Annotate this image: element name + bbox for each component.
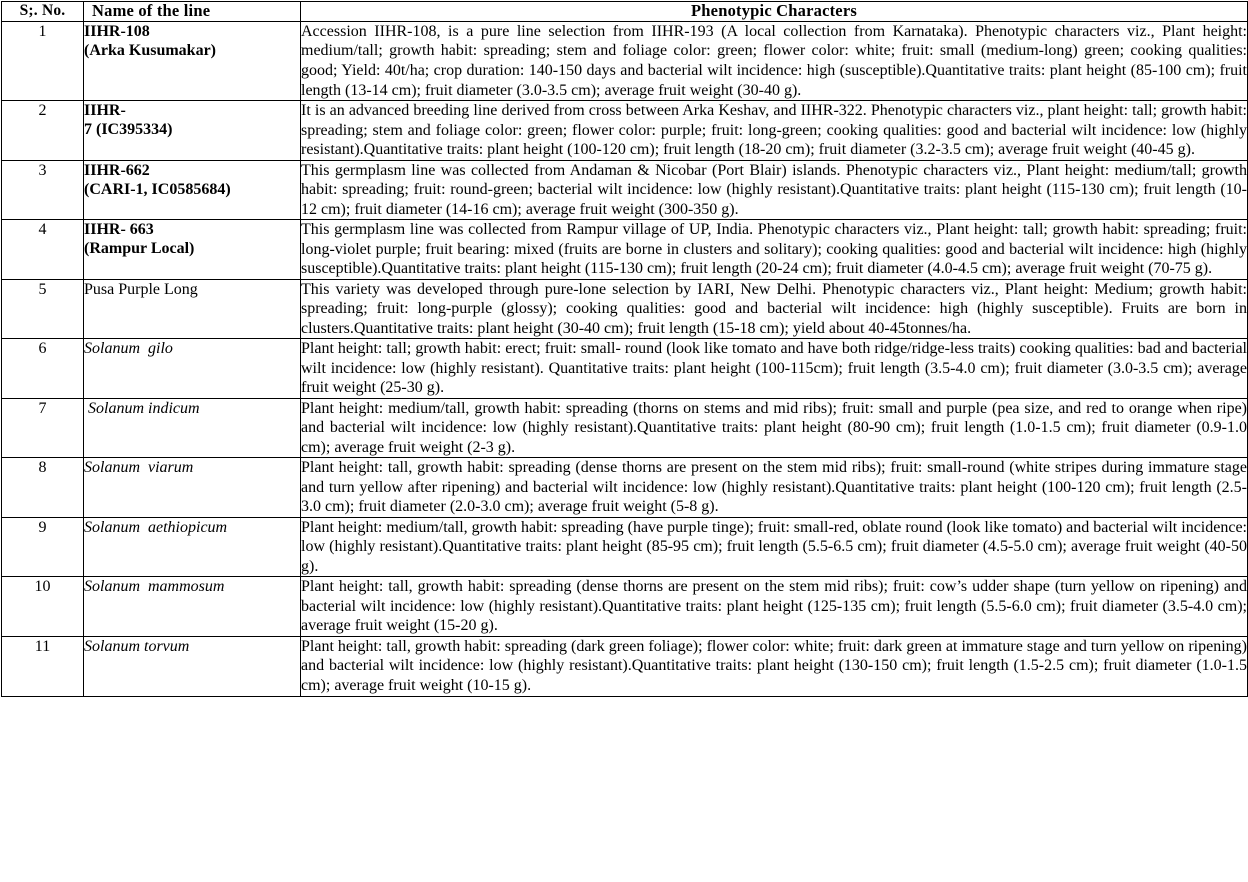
cell-line-name xyxy=(84,458,301,518)
line-name-primary: Solanum viarum xyxy=(84,459,194,477)
header-row xyxy=(2,2,1248,22)
table-header xyxy=(2,2,1248,22)
cell-phenotypic-characters: Plant height: tall, growth habit: spreading (dark green foliage); flower color: white; fruit: dark green at immature stage and turn yellow on ripening) and bacterial wilt incidence: low (highly resistant).Quantitative traits: plant height (130-150 cm); fruit length (1.5-2.5 cm); fruit diameter (1.0-1.5 cm); average fruit weight (10-15 g). xyxy=(301,636,1248,696)
table-row xyxy=(2,220,1248,280)
cell-line-name xyxy=(84,636,301,696)
cell-phenotypic-characters: Plant height: tall; growth habit: erect; fruit: small- round (look like tomato and have both ridge/ridge-less traits) cooking qualities: bad and bacterial wilt incidence: low (highly resistant). Quantitative traits: plant height (100-115cm); fruit length (3.5-4.0 cm); fruit diameter (3.0-3.5 cm); average fruit weight (25-30 g). xyxy=(301,339,1248,399)
line-name-secondary: 7 (IC395334) xyxy=(84,121,173,139)
cell-serial-number: 9 xyxy=(2,517,84,577)
cell-line-name xyxy=(84,398,301,458)
line-name-primary: Pusa Purple Long xyxy=(84,280,198,298)
cell-line-name xyxy=(84,160,301,220)
cell-line-name xyxy=(84,517,301,577)
table-row xyxy=(2,339,1248,399)
cell-phenotypic-characters: Plant height: tall, growth habit: spreading (dense thorns are present on the stem mid ribs); fruit: cow’s udder shape (turn yellow on ripening) and bacterial wilt incidence: low (highly resistant).Quantitative traits: plant height (125-135 cm); fruit length (5.5-6.0 cm); fruit diameter (3.5-4.0 cm); average fruit weight (15-20 g). xyxy=(301,577,1248,637)
table-row xyxy=(2,279,1248,339)
table-row xyxy=(2,101,1248,161)
column-header-name-of-the-line: Name of the line xyxy=(84,2,301,22)
line-name-secondary: (Rampur Local) xyxy=(84,240,195,258)
line-name-primary: IIHR-662 xyxy=(84,161,150,179)
line-name-secondary: (Arka Kusumakar) xyxy=(84,42,217,60)
line-name-secondary: (CARI-1, IC0585684) xyxy=(84,180,231,198)
cell-serial-number: 5 xyxy=(2,279,84,339)
table-row xyxy=(2,160,1248,220)
cell-serial-number: 2 xyxy=(2,101,84,161)
cell-serial-number: 3 xyxy=(2,160,84,220)
cell-line-name xyxy=(84,339,301,399)
line-name-primary: IIHR-108 xyxy=(84,22,150,40)
cell-serial-number: 4 xyxy=(2,220,84,280)
line-name-primary: Solanum gilo xyxy=(84,340,173,358)
cell-phenotypic-characters: This variety was developed through pure-lone selection by IARI, New Delhi. Phenotypic characters viz., Plant height: Medium; growth habit: spreading; fruit: long-purple (glossy); cooking qualities: good and bacterial wilt incidence: high (highly susceptible). Fruits are born in clusters.Quantitative traits: plant height (30-40 cm); fruit length (15-18 cm); yield about 40-45tonnes/ha. xyxy=(301,279,1248,339)
table-row xyxy=(2,398,1248,458)
line-name-primary: Solanum aethiopicum xyxy=(84,518,228,536)
line-name-primary: Solanum torvum xyxy=(84,637,190,655)
line-name-primary: Solanum indicum xyxy=(84,399,200,417)
cell-phenotypic-characters: Accession IIHR-108, is a pure line selection from IIHR-193 (A local collection from Karnataka). Phenotypic characters viz., Plant height: medium/tall; growth habit: spreading; stem and foliage color: green; flower color: white; fruit: small (medium-long) green; cooking qualities: good; Yield: 40t/ha; crop duration: 140-150 days and bacterial wilt incidence: high (susceptible).Quantitative traits: plant height (85-100 cm); fruit length (13-14 cm); fruit diameter (3.0-3.5 cm); average fruit weight (30-40 g). xyxy=(301,21,1248,100)
table-row xyxy=(2,517,1248,577)
cell-serial-number: 11 xyxy=(2,636,84,696)
cell-serial-number: 8 xyxy=(2,458,84,518)
table-row xyxy=(2,577,1248,637)
cell-serial-number: 7 xyxy=(2,398,84,458)
table-row xyxy=(2,21,1248,100)
table-row xyxy=(2,636,1248,696)
cell-line-name xyxy=(84,279,301,339)
line-name-primary: IIHR- xyxy=(84,102,126,120)
line-name-primary: IIHR- 663 xyxy=(84,221,154,239)
table-row xyxy=(2,458,1248,518)
cell-phenotypic-characters: It is an advanced breeding line derived from cross between Arka Keshav, and IIHR-322. Phenotypic characters viz., plant height: tall; growth habit: spreading; stem and foliage color: green; flower color: purple; fruit: long-green; cooking qualities: good and bacterial wilt incidence: low (highly resistant).Quantitative traits: plant height (100-120 cm); fruit length (18-20 cm); fruit diameter (3.2-3.5 cm); average fruit weight (40-45 g). xyxy=(301,101,1248,161)
cell-serial-number: 6 xyxy=(2,339,84,399)
column-header-phenotypic-characters: Phenotypic Characters xyxy=(301,2,1248,22)
line-name-primary: Solanum mammosum xyxy=(84,578,225,596)
phenotypic-characters-table xyxy=(1,1,1248,697)
table-body xyxy=(2,21,1248,696)
cell-line-name xyxy=(84,577,301,637)
cell-phenotypic-characters: This germplasm line was collected from Andaman & Nicobar (Port Blair) islands. Phenotypic characters viz., Plant height: medium/tall; growth habit: spreading; fruit: round-green; bacterial wilt incidence: low (highly resistant).Quantitative traits: plant height (115-130 cm); fruit length (10-12 cm); fruit diameter (14-16 cm); average fruit weight (300-350 g). xyxy=(301,160,1248,220)
cell-phenotypic-characters: Plant height: medium/tall, growth habit: spreading (thorns on stems and mid ribs); fruit: small and purple (pea size, and red to orange when ripe) and bacterial wilt incidence: low (highly resistant).Quantitative traits: plant height (80-90 cm); fruit length (1.0-1.5 cm); fruit diameter (0.9-1.0 cm); average fruit weight (2-3 g). xyxy=(301,398,1248,458)
cell-serial-number: 10 xyxy=(2,577,84,637)
page-root xyxy=(0,1,1248,882)
cell-phenotypic-characters: Plant height: tall, growth habit: spreading (dense thorns are present on the stem mid ribs); fruit: small-round (white stripes during immature stage and turn yellow after ripening) and bacterial wilt incidence: low (highly resistant).Quantitative traits: plant height (100-120 cm); fruit length (2.5-3.0 cm); fruit diameter (2.0-3.0 cm); average fruit weight (5-8 g). xyxy=(301,458,1248,518)
column-header-serial-number: S;. No. xyxy=(2,2,84,22)
cell-serial-number: 1 xyxy=(2,21,84,100)
cell-phenotypic-characters: Plant height: medium/tall, growth habit: spreading (have purple tinge); fruit: small-red, oblate round (look like tomato) and bacterial wilt incidence: low (highly resistant).Quantitative traits: plant height (85-95 cm); fruit length (5.5-6.5 cm); fruit diameter (4.5-5.0 cm); average fruit weight (40-50 g). xyxy=(301,517,1248,577)
cell-line-name xyxy=(84,21,301,100)
cell-phenotypic-characters: This germplasm line was collected from Rampur village of UP, India. Phenotypic characters viz., Plant height: tall; growth habit: spreading; fruit: long-violet purple; fruit bearing: mixed (fruits are borne in clusters and solitary); cooking qualities: good and bacterial wilt incidence: high (highly susceptible).Quantitative traits: plant height (115-130 cm); fruit length (20-24 cm); fruit diameter (4.0-4.5 cm); average fruit weight (70-75 g). xyxy=(301,220,1248,280)
cell-line-name xyxy=(84,101,301,161)
cell-line-name xyxy=(84,220,301,280)
